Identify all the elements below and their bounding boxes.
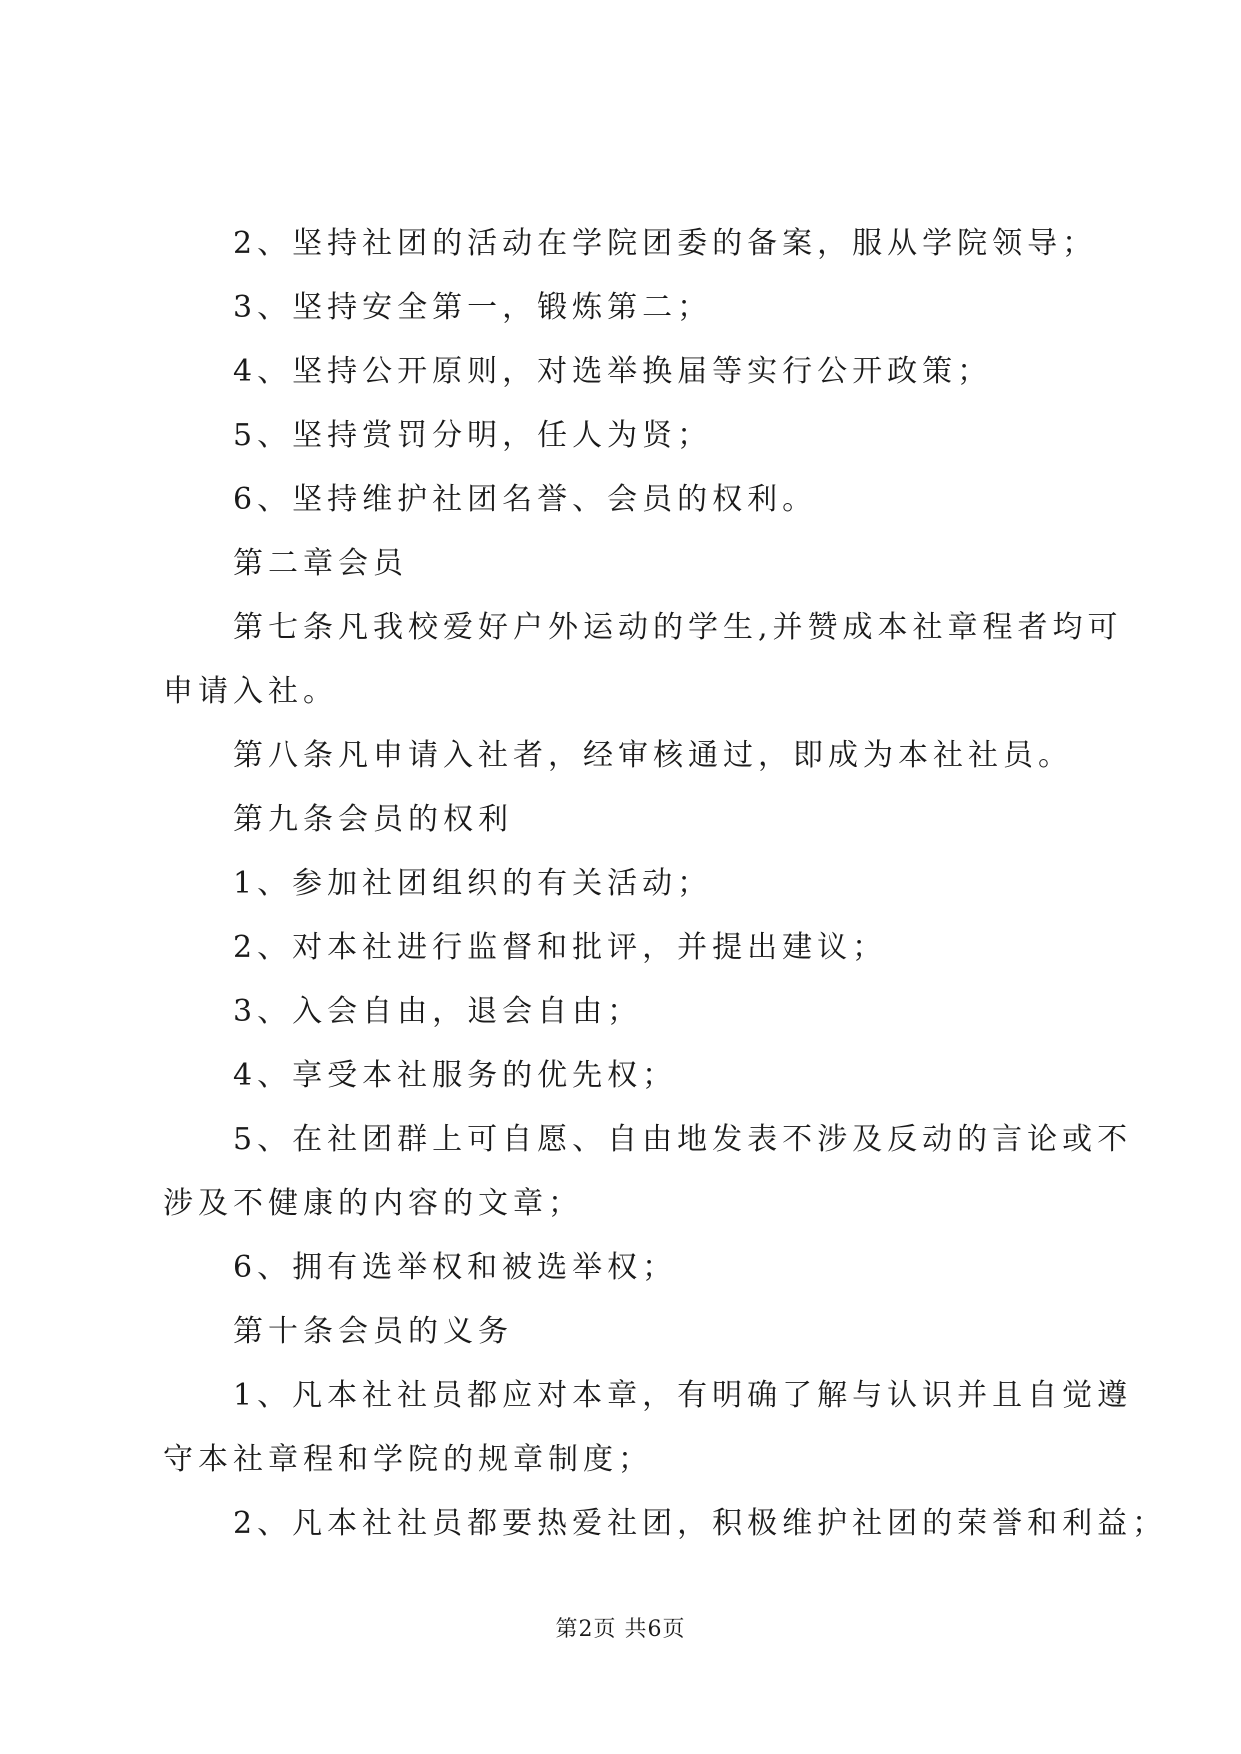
body-line: 5、在社团群上可自愿、自由地发表不涉及反动的言论或不 [233, 1122, 1133, 1157]
body-line: 6、坚持维护社团名誉、会员的权利。 [233, 482, 818, 517]
body-line: 1、参加社团组织的有关活动； [233, 866, 713, 901]
body-line: 4、享受本社服务的优先权； [233, 1058, 678, 1093]
article-heading: 第十条会员的义务 [233, 1314, 513, 1349]
body-line: 第七条凡我校爱好户外运动的学生,并赞成本社章程者均可 [233, 610, 1123, 645]
body-line: 6、拥有选举权和被选举权； [233, 1250, 678, 1285]
body-line: 5、坚持赏罚分明，任人为贤； [233, 418, 713, 453]
body-line-continuation: 守本社章程和学院的规章制度； [163, 1442, 653, 1477]
chapter-heading: 第二章会员 [233, 546, 408, 581]
document-body [163, 226, 1168, 1572]
body-line: 1、凡本社社员都应对本章，有明确了解与认识并且自觉遵 [233, 1378, 1133, 1413]
body-line: 2、凡本社社员都要热爱社团，积极维护社团的荣誉和利益； [233, 1506, 1168, 1541]
page-number-footer: 第2页 共6页 [555, 1617, 686, 1642]
body-line: 2、坚持社团的活动在学院团委的备案，服从学院领导； [233, 226, 1098, 261]
body-line-continuation: 申请入社。 [163, 674, 338, 709]
body-line: 3、坚持安全第一，锻炼第二； [233, 290, 713, 325]
body-line: 第八条凡申请入社者，经审核通过，即成为本社社员。 [233, 738, 1073, 773]
body-line-continuation: 涉及不健康的内容的文章； [163, 1186, 583, 1221]
body-line: 3、入会自由，退会自由； [233, 994, 643, 1029]
article-heading: 第九条会员的权利 [233, 802, 513, 837]
body-line: 4、坚持公开原则，对选举换届等实行公开政策； [233, 354, 993, 389]
body-line: 2、对本社进行监督和批评，并提出建议； [233, 930, 888, 965]
